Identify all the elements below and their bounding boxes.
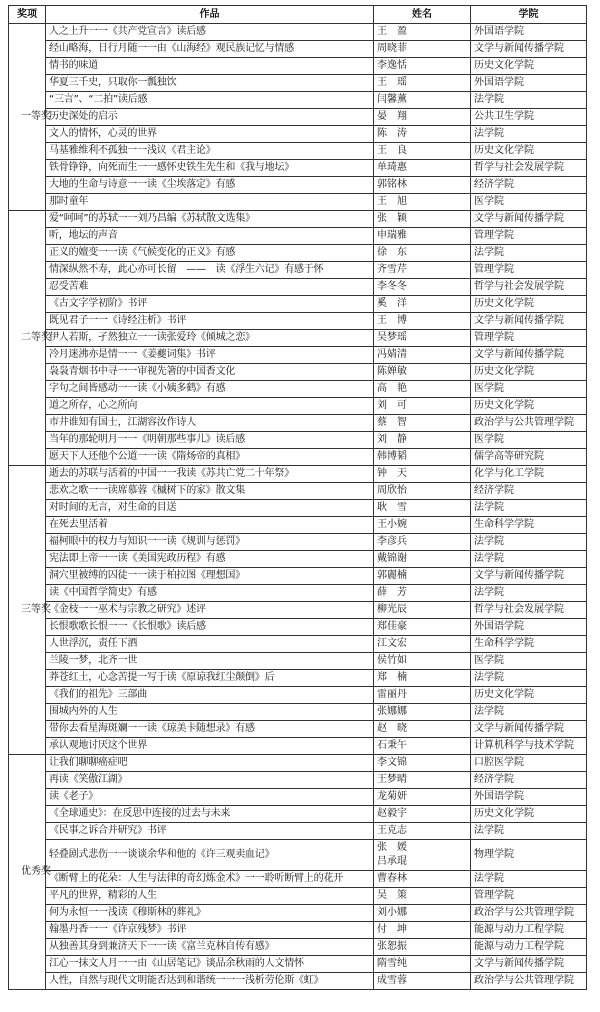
table-row bbox=[9, 245, 587, 262]
author-name-cell: 侯竹如 bbox=[374, 653, 471, 670]
author-name-cell: 付 坤 bbox=[374, 922, 471, 939]
college-cell: 经济学院 bbox=[471, 483, 587, 500]
work-title-cell: 轻叠剧式悲伤一一谈谈余华和他的《许三观卖血记》 bbox=[46, 840, 374, 871]
author-name-cell: 张 媛 吕承琨 bbox=[374, 840, 471, 871]
table-row bbox=[9, 704, 587, 721]
author-name-cell: 刘小娜 bbox=[374, 905, 471, 922]
table-row bbox=[9, 313, 587, 330]
college-cell: 法学院 bbox=[471, 670, 587, 687]
award-category-label: 优秀奖 bbox=[21, 866, 51, 877]
header-work: 作品 bbox=[46, 6, 374, 24]
author-name-cell: 郑佳豪 bbox=[374, 619, 471, 636]
work-title-cell: 当年的那轮明月一一《明朝那些事儿》读后感 bbox=[46, 432, 374, 449]
author-name-cell: 江文宏 bbox=[374, 636, 471, 653]
work-title-cell: 江心一抹文人月一一由《山居笔记》谈品余秋雨的人文情怀 bbox=[46, 956, 374, 973]
college-cell: 经济学院 bbox=[471, 772, 587, 789]
work-title-cell: 情深纵然不寿，此心亦可长留 —— 读《浮生六记》有感于怀 bbox=[46, 262, 374, 279]
author-name-cell: 钟 天 bbox=[374, 466, 471, 483]
award-category-label: 二等奖 bbox=[21, 332, 51, 343]
college-cell: 政治学与公共管理学院 bbox=[471, 973, 587, 990]
college-cell: 计算机科学与技术学院 bbox=[471, 738, 587, 755]
college-cell: 儒学高等研究院 bbox=[471, 449, 587, 466]
author-name-cell: 奚 洋 bbox=[374, 296, 471, 313]
work-title-cell: 何为永恒一一浅读《穆斯林的葬礼》 bbox=[46, 905, 374, 922]
table-row bbox=[9, 568, 587, 585]
work-title-cell: 《民事之诉合并研究》书评 bbox=[46, 823, 374, 840]
author-name-cell: 张恕振 bbox=[374, 939, 471, 956]
table-row bbox=[9, 109, 587, 126]
work-title-cell: 正义的嬗变一一读《气候变化的正义》有感 bbox=[46, 245, 374, 262]
author-name-cell: 陈 涛 bbox=[374, 126, 471, 143]
author-name-cell: 张 颖 bbox=[374, 211, 471, 228]
college-cell: 化学与化工学院 bbox=[471, 466, 587, 483]
table-row bbox=[9, 279, 587, 296]
college-cell: 外国语学院 bbox=[471, 619, 587, 636]
table-row bbox=[9, 888, 587, 905]
work-title-cell: 长恨歌歌长恨一一《长恨歌》读后感 bbox=[46, 619, 374, 636]
table-row bbox=[9, 755, 587, 772]
table-row bbox=[9, 806, 587, 823]
award-category bbox=[9, 211, 51, 466]
work-title-cell: 围城内外的人生 bbox=[46, 704, 374, 721]
work-title-cell: 历史深处的启示 bbox=[46, 109, 374, 126]
table-row bbox=[9, 789, 587, 806]
college-cell: 法学院 bbox=[471, 500, 587, 517]
work-title-cell: 对时间的无言，对生命的目送 bbox=[46, 500, 374, 517]
author-name-cell: 郑 楠 bbox=[374, 670, 471, 687]
college-cell: 历史文化学院 bbox=[471, 398, 587, 415]
author-name-cell: 晏 翔 bbox=[374, 109, 471, 126]
award-category bbox=[9, 755, 51, 990]
table-body bbox=[9, 24, 587, 990]
table-row bbox=[9, 871, 587, 888]
work-title-cell: 让我们聊聊癌症吧 bbox=[46, 755, 374, 772]
author-name-cell: 高 艳 bbox=[374, 381, 471, 398]
author-name-cell: 赵毅宇 bbox=[374, 806, 471, 823]
table-row bbox=[9, 24, 587, 41]
table-row bbox=[9, 534, 587, 551]
author-name-cell: 吴 策 bbox=[374, 888, 471, 905]
work-title-cell: 大地的生命与诗意一一读《尘埃落定》有感 bbox=[46, 177, 374, 194]
work-title-cell: 情书的味道 bbox=[46, 58, 374, 75]
author-name-cell: 雷丽丹 bbox=[374, 687, 471, 704]
work-title-cell: 承认观地讨厌这个世界 bbox=[46, 738, 374, 755]
author-name-cell: 闫馨薰 bbox=[374, 92, 471, 109]
author-name-cell: 耿 雪 bbox=[374, 500, 471, 517]
work-title-cell: 冷月迷沸亦是情一一《姜夔词集》书评 bbox=[46, 347, 374, 364]
work-title-cell: 经山略海，日行月随一一由《山海经》观民族记忆与情感 bbox=[46, 41, 374, 58]
college-cell: 政治学与公共管理学院 bbox=[471, 415, 587, 432]
table-row bbox=[9, 398, 587, 415]
college-cell: 哲学与社会发展学院 bbox=[471, 279, 587, 296]
author-name-cell: 王 良 bbox=[374, 143, 471, 160]
college-cell: 医学院 bbox=[471, 653, 587, 670]
author-name-cell: 韩博韬 bbox=[374, 449, 471, 466]
work-title-cell: 洞穴里被缚的囚徒一一读于柏拉图《理想国》 bbox=[46, 568, 374, 585]
work-title-cell: 带你去看星海斑斓一一读《琼美卡随想录》有感 bbox=[46, 721, 374, 738]
work-title-cell: 福柯眼中的权力与知识一一读《规训与惩罚》 bbox=[46, 534, 374, 551]
work-title-cell: 忍受苦难 bbox=[46, 279, 374, 296]
table-row bbox=[9, 466, 587, 483]
table-row bbox=[9, 296, 587, 313]
header-category: 奖项 bbox=[9, 6, 46, 24]
college-cell: 文学与新闻传播学院 bbox=[471, 41, 587, 58]
college-cell: 政治学与公共管理学院 bbox=[471, 905, 587, 922]
table-row bbox=[9, 670, 587, 687]
author-name-cell: 王 瑶 bbox=[374, 75, 471, 92]
table-row bbox=[9, 228, 587, 245]
work-title-cell: 市井谁知有国士，江湖容汝作诗人 bbox=[46, 415, 374, 432]
awards-table bbox=[8, 5, 587, 990]
work-title-cell: 《全球通史》：在反思中连接的过去与未来 bbox=[46, 806, 374, 823]
college-cell: 历史文化学院 bbox=[471, 58, 587, 75]
work-title-cell: 读《中国哲学简史》有感 bbox=[46, 585, 374, 602]
work-title-cell: 袅袅青烟书中寻一一审视先箸的中国香文化 bbox=[46, 364, 374, 381]
college-cell: 文学与新闻传播学院 bbox=[471, 313, 587, 330]
college-cell: 医学院 bbox=[471, 194, 587, 211]
college-cell: 法学院 bbox=[471, 585, 587, 602]
table-row bbox=[9, 211, 587, 228]
college-cell: 物理学院 bbox=[471, 840, 587, 871]
author-name-cell: 王梦晴 bbox=[374, 772, 471, 789]
college-cell: 哲学与社会发展学院 bbox=[471, 602, 587, 619]
table-row bbox=[9, 415, 587, 432]
college-cell: 法学院 bbox=[471, 551, 587, 568]
table-row bbox=[9, 551, 587, 568]
author-name-cell: 郭麗楠 bbox=[374, 568, 471, 585]
work-title-cell: 《金枝一一巫术与宗教之研究》述评 bbox=[46, 602, 374, 619]
author-name-cell: 刘 静 bbox=[374, 432, 471, 449]
author-name-cell: 李彦兵 bbox=[374, 534, 471, 551]
table-row bbox=[9, 126, 587, 143]
author-name-cell: 李文锦 bbox=[374, 755, 471, 772]
author-name-cell: 王 博 bbox=[374, 313, 471, 330]
table-row bbox=[9, 330, 587, 347]
author-name-cell: 申瑞雅 bbox=[374, 228, 471, 245]
table-row bbox=[9, 823, 587, 840]
work-title-cell: 读《老子》 bbox=[46, 789, 374, 806]
table-row bbox=[9, 92, 587, 109]
college-cell: 医学院 bbox=[471, 432, 587, 449]
work-title-cell: 再读《笑傲江湖》 bbox=[46, 772, 374, 789]
work-title-cell: 《古文字学初阶》书评 bbox=[46, 296, 374, 313]
work-title-cell: 宪法即上帝一一读《美国宪政历程》有感 bbox=[46, 551, 374, 568]
work-title-cell: 听，地坛的声音 bbox=[46, 228, 374, 245]
author-name-cell: 李冬冬 bbox=[374, 279, 471, 296]
author-name-cell: 王 盈 bbox=[374, 24, 471, 41]
work-title-cell: 铁骨铮铮，向死而生一一感怀史铁生先生和《我与地坛》 bbox=[46, 160, 374, 177]
author-name-cell: 石秉午 bbox=[374, 738, 471, 755]
table-row bbox=[9, 687, 587, 704]
college-cell: 文学与新闻传播学院 bbox=[471, 956, 587, 973]
college-cell: 哲学与社会发展学院 bbox=[471, 160, 587, 177]
college-cell: 法学院 bbox=[471, 92, 587, 109]
work-title-cell: 人之上升一一《共产党宣言》读后感 bbox=[46, 24, 374, 41]
work-title-cell: 文人的情怀，心灵的世界 bbox=[46, 126, 374, 143]
table-row bbox=[9, 177, 587, 194]
college-cell: 医学院 bbox=[471, 381, 587, 398]
college-cell: 法学院 bbox=[471, 126, 587, 143]
work-title-cell: 道之所存，心之所向 bbox=[46, 398, 374, 415]
author-name-cell: 龙菊妍 bbox=[374, 789, 471, 806]
work-title-cell: 人世浮沉，责任下酒 bbox=[46, 636, 374, 653]
work-title-cell: 在死去里活着 bbox=[46, 517, 374, 534]
header-name: 姓名 bbox=[374, 6, 471, 24]
college-cell: 法学院 bbox=[471, 704, 587, 721]
table-row bbox=[9, 194, 587, 211]
table-row bbox=[9, 449, 587, 466]
author-name-cell: 齐雪芹 bbox=[374, 262, 471, 279]
header-college: 学院 bbox=[471, 6, 587, 24]
college-cell: 历史文化学院 bbox=[471, 687, 587, 704]
work-title-cell: 莽苍红土，心念苦提一写于读《原谅我红尘颠倒》后 bbox=[46, 670, 374, 687]
award-category-label: 三等奖 bbox=[21, 604, 51, 615]
work-title-cell: 华夏三千史，只取你一瓢独饮 bbox=[46, 75, 374, 92]
award-category bbox=[9, 466, 51, 755]
college-cell: 生命科学学院 bbox=[471, 636, 587, 653]
author-name-cell: 薛 芳 bbox=[374, 585, 471, 602]
table-row bbox=[9, 721, 587, 738]
table-row bbox=[9, 738, 587, 755]
college-cell: 外国语学院 bbox=[471, 789, 587, 806]
college-cell: 文学与新闻传播学院 bbox=[471, 568, 587, 585]
work-title-cell: 爱“呵呵”的苏轼一一刘乃昌编《苏轼散文选集》 bbox=[46, 211, 374, 228]
work-title-cell: 人性，自然与现代文明能否达到和谐统一一一浅析劳伦斯《虹》 bbox=[46, 973, 374, 990]
author-name-cell: 单琦惠 bbox=[374, 160, 471, 177]
author-name-cell: 王小婉 bbox=[374, 517, 471, 534]
table-row bbox=[9, 143, 587, 160]
college-cell: 外国语学院 bbox=[471, 24, 587, 41]
author-name-cell: 周欣怡 bbox=[374, 483, 471, 500]
college-cell: 管理学院 bbox=[471, 228, 587, 245]
author-name-cell: 王克志 bbox=[374, 823, 471, 840]
header-row bbox=[9, 6, 587, 24]
table-row bbox=[9, 939, 587, 956]
work-title-cell: 翰墨丹香一一《许京残梦》书评 bbox=[46, 922, 374, 939]
work-title-cell: “三言”、“二拍”读后感 bbox=[46, 92, 374, 109]
college-cell: 生命科学学院 bbox=[471, 517, 587, 534]
author-name-cell: 隋雪纯 bbox=[374, 956, 471, 973]
table-row bbox=[9, 840, 587, 871]
award-category bbox=[9, 24, 51, 211]
table-row bbox=[9, 922, 587, 939]
work-title-cell: 马基雅维利不孤独一一浅议《君主论》 bbox=[46, 143, 374, 160]
table-row bbox=[9, 432, 587, 449]
table-row bbox=[9, 517, 587, 534]
college-cell: 管理学院 bbox=[471, 888, 587, 905]
table-row bbox=[9, 956, 587, 973]
table-row bbox=[9, 653, 587, 670]
table-row bbox=[9, 772, 587, 789]
table-row bbox=[9, 585, 587, 602]
college-cell: 公共卫生学院 bbox=[471, 109, 587, 126]
author-name-cell: 张娜娜 bbox=[374, 704, 471, 721]
table-row bbox=[9, 75, 587, 92]
table-row bbox=[9, 262, 587, 279]
work-title-cell: 伊人若斯，孑然独立一一读张爱玲《倾城之恋》 bbox=[46, 330, 374, 347]
work-title-cell: 愿天下人还他个公道一一读《隋炀帝的真相》 bbox=[46, 449, 374, 466]
college-cell: 法学院 bbox=[471, 823, 587, 840]
author-name-cell: 蔡 智 bbox=[374, 415, 471, 432]
college-cell: 法学院 bbox=[471, 534, 587, 551]
award-category-label: 一等奖 bbox=[21, 111, 51, 122]
author-name-cell: 冯婧清 bbox=[374, 347, 471, 364]
college-cell: 文学与新闻传播学院 bbox=[471, 347, 587, 364]
table-row bbox=[9, 619, 587, 636]
college-cell: 法学院 bbox=[471, 871, 587, 888]
table-row bbox=[9, 41, 587, 58]
table-row bbox=[9, 381, 587, 398]
table-row bbox=[9, 58, 587, 75]
work-title-cell: 那时童年 bbox=[46, 194, 374, 211]
college-cell: 历史文化学院 bbox=[471, 143, 587, 160]
table-row bbox=[9, 483, 587, 500]
college-cell: 口腔医学院 bbox=[471, 755, 587, 772]
table-row bbox=[9, 905, 587, 922]
college-cell: 管理学院 bbox=[471, 262, 587, 279]
college-cell: 法学院 bbox=[471, 245, 587, 262]
table-row bbox=[9, 636, 587, 653]
table-row bbox=[9, 602, 587, 619]
author-name-cell: 李逸恬 bbox=[374, 58, 471, 75]
table-row bbox=[9, 500, 587, 517]
work-title-cell: 从独善其身到兼济天下一一读《富兰克林自传有感》 bbox=[46, 939, 374, 956]
college-cell: 文学与新闻传播学院 bbox=[471, 721, 587, 738]
author-name-cell: 郭铭林 bbox=[374, 177, 471, 194]
table-row bbox=[9, 364, 587, 381]
college-cell: 历史文化学院 bbox=[471, 806, 587, 823]
college-cell: 管理学院 bbox=[471, 330, 587, 347]
author-name-cell: 吴梦瑶 bbox=[374, 330, 471, 347]
work-title-cell: 既见君子一一《诗经注析》书评 bbox=[46, 313, 374, 330]
college-cell: 文学与新闻传播学院 bbox=[471, 211, 587, 228]
work-title-cell: 字句之间皆感动一一读《小姨多鹤》有感 bbox=[46, 381, 374, 398]
college-cell: 历史文化学院 bbox=[471, 296, 587, 313]
work-title-cell: 兰陵一梦，北齐一世 bbox=[46, 653, 374, 670]
work-title-cell: 《我们的祖先》三部曲 bbox=[46, 687, 374, 704]
author-name-cell: 戴锦谢 bbox=[374, 551, 471, 568]
author-name-cell: 曹春林 bbox=[374, 871, 471, 888]
college-cell: 外国语学院 bbox=[471, 75, 587, 92]
work-title-cell: 悲欢之歌一一读席慕蓉《槭树下的家》散文集 bbox=[46, 483, 374, 500]
author-name-cell: 赵 晓 bbox=[374, 721, 471, 738]
author-name-cell: 王 旭 bbox=[374, 194, 471, 211]
table-row bbox=[9, 973, 587, 990]
college-cell: 经济学院 bbox=[471, 177, 587, 194]
work-title-cell: 平凡的世界，精彩的人生 bbox=[46, 888, 374, 905]
table-row bbox=[9, 160, 587, 177]
work-title-cell: 《断臂上的花朵：人生与法律的奇幻炼金术》一一聆听断臂上的花开 bbox=[46, 871, 374, 888]
author-name-cell: 陈婵敏 bbox=[374, 364, 471, 381]
author-name-cell: 周晓菲 bbox=[374, 41, 471, 58]
author-name-cell: 柳光辰 bbox=[374, 602, 471, 619]
author-name-cell: 徐 东 bbox=[374, 245, 471, 262]
work-title-cell: 逝去的苏联与活着的中国一一我读《苏共亡党二十年祭》 bbox=[46, 466, 374, 483]
college-cell: 能源与动力工程学院 bbox=[471, 939, 587, 956]
table-row bbox=[9, 347, 587, 364]
author-name-cell: 成雪蓉 bbox=[374, 973, 471, 990]
college-cell: 能源与动力工程学院 bbox=[471, 922, 587, 939]
author-name-cell: 刘 可 bbox=[374, 398, 471, 415]
college-cell: 历史文化学院 bbox=[471, 364, 587, 381]
